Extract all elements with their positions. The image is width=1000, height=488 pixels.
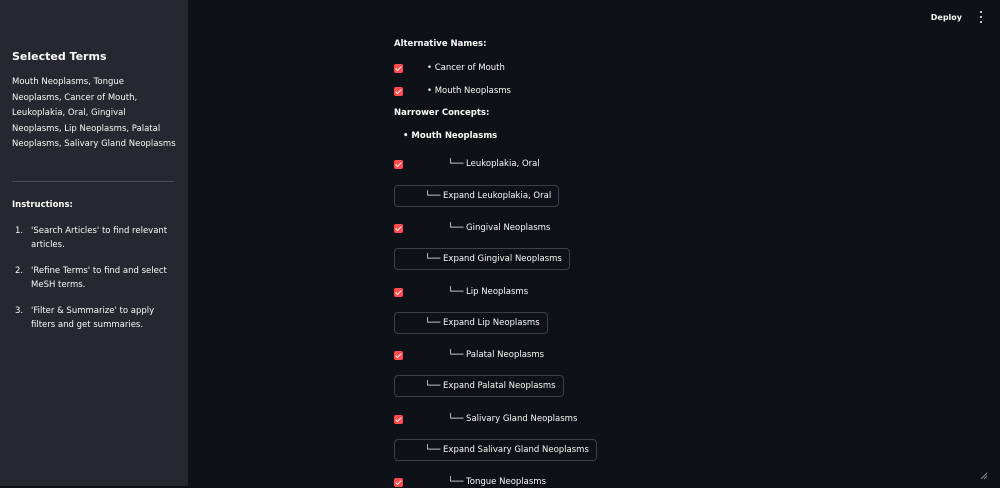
instruction-item	[12, 304, 176, 332]
selected-terms-text: Mouth Neoplasms, Tongue Neoplasms, Cancer of Mouth, Leukoplakia, Oral, Gingival Neoplasms, Lip Neoplasms, Palatal Neoplasms, Salivary Gland Neoplasms	[12, 77, 176, 149]
instruction-number: 1.	[15, 225, 24, 236]
expand-button-label: └── Expand Leukoplakia, Oral	[425, 191, 552, 201]
concept-label: └── Leukoplakia, Oral	[448, 159, 540, 169]
concept-option[interactable]	[394, 222, 550, 234]
expand-lip-button[interactable]	[394, 312, 548, 334]
concept-label: └── Tongue Neoplasms	[448, 477, 546, 487]
concept-label: └── Salivary Gland Neoplasms	[448, 414, 578, 424]
expand-button-label: └── Expand Salivary Gland Neoplasms	[425, 445, 589, 455]
sidebar-title: Selected Terms	[12, 50, 107, 63]
concept-option[interactable]	[394, 158, 540, 170]
alt-name-option[interactable]	[394, 62, 505, 74]
instruction-item	[12, 264, 176, 292]
more-options-icon[interactable]	[976, 11, 986, 23]
checkbox-checked-icon[interactable]	[394, 288, 403, 297]
concept-label: └── Gingival Neoplasms	[448, 223, 551, 233]
instructions-list	[12, 224, 176, 332]
expand-leukoplakia-button[interactable]	[394, 185, 559, 207]
alt-name-label: • Mouth Neoplasms	[427, 86, 511, 96]
concept-option[interactable]	[394, 413, 577, 425]
instruction-number: 2.	[15, 265, 24, 276]
narrower-concepts-heading: Narrower Concepts:	[394, 108, 490, 118]
expand-palatal-button[interactable]	[394, 375, 564, 397]
expand-gingival-button[interactable]	[394, 248, 570, 270]
concept-label: └── Palatal Neoplasms	[448, 350, 545, 360]
alternative-names-heading: Alternative Names:	[394, 39, 487, 49]
expand-button-label: └── Expand Lip Neoplasms	[425, 318, 540, 328]
concept-label: └── Lip Neoplasms	[448, 287, 529, 297]
concept-option[interactable]	[394, 476, 546, 488]
expand-button-label: └── Expand Gingival Neoplasms	[425, 254, 562, 264]
checkbox-checked-icon[interactable]	[394, 87, 403, 96]
instruction-number: 3.	[15, 305, 24, 316]
expand-salivary-button[interactable]	[394, 439, 597, 461]
instructions-title: Instructions:	[12, 199, 73, 210]
checkbox-checked-icon[interactable]	[394, 478, 403, 487]
alt-name-label: • Cancer of Mouth	[427, 63, 505, 73]
top-toolbar	[931, 0, 1000, 34]
instruction-text: 'Filter & Summarize' to apply filters and get summaries.	[31, 305, 155, 330]
checkbox-checked-icon[interactable]	[394, 64, 403, 73]
deploy-button[interactable]: Deploy	[930, 12, 962, 22]
checkbox-checked-icon[interactable]	[394, 415, 403, 424]
expand-button-label: └── Expand Palatal Neoplasms	[425, 381, 556, 391]
instruction-text: 'Refine Terms' to find and select MeSH terms.	[31, 265, 167, 290]
concept-option[interactable]	[394, 286, 528, 298]
alt-name-option[interactable]	[394, 85, 511, 97]
sidebar-divider	[12, 181, 174, 182]
concept-option[interactable]	[394, 349, 544, 361]
checkbox-checked-icon[interactable]	[394, 160, 403, 169]
instruction-text: 'Search Articles' to find relevant articles.	[31, 225, 168, 250]
instruction-item	[12, 224, 176, 252]
resize-handle-icon[interactable]	[980, 472, 988, 480]
checkbox-checked-icon[interactable]	[394, 351, 403, 360]
parent-concept-label: • Mouth Neoplasms	[403, 131, 498, 141]
sidebar	[0, 0, 188, 486]
checkbox-checked-icon[interactable]	[394, 224, 403, 233]
